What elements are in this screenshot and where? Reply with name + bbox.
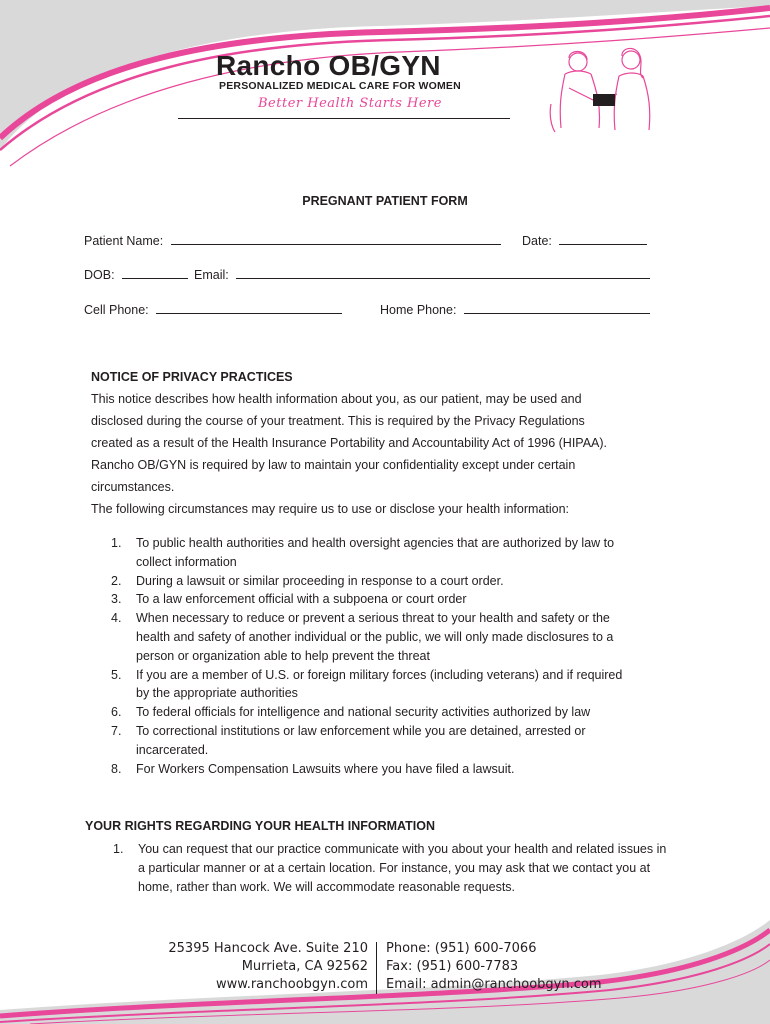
privacy-list	[111, 534, 711, 778]
cell-phone-label: Cell Phone:	[84, 303, 149, 317]
logo-divider	[178, 118, 510, 119]
cell-phone-field[interactable]	[156, 301, 342, 314]
paragraph-line: This notice describes how health information about you, as our patient, may be used and	[91, 392, 582, 406]
rights-list	[113, 840, 733, 896]
email-field[interactable]	[236, 266, 650, 279]
date-label: Date:	[522, 234, 552, 248]
paragraph-line: The following circumstances may require us to use or disclose your health information:	[91, 502, 569, 516]
patient-name-label: Patient Name:	[84, 234, 164, 248]
email-link[interactable]: Email: admin@ranchoobgyn.com	[386, 977, 602, 992]
privacy-heading: NOTICE OF PRIVACY PRACTICES	[91, 370, 293, 384]
paragraph-line: Rancho OB/GYN is required by law to maintain your confidentiality except under certain	[91, 458, 576, 472]
patient-name-row	[84, 232, 501, 248]
home-phone-label: Home Phone:	[380, 303, 457, 317]
clinic-name: Rancho OB/GYN	[216, 50, 441, 81]
rights-heading: YOUR RIGHTS REGARDING YOUR HEALTH INFORMATION	[85, 819, 435, 833]
list-item: 7. To correctional institutions or law enforcement while you are detained, arrested or incarcerated.	[111, 723, 586, 757]
footer-divider	[376, 942, 377, 994]
privacy-paragraph	[91, 388, 691, 520]
dob-label: DOB:	[84, 268, 115, 282]
phone-text: Phone: (951) 600-7066	[386, 941, 537, 956]
paragraph-line: disclosed during the course of your treatment. This is required by the Privacy Regulations	[91, 414, 585, 428]
footer-contact	[386, 940, 686, 994]
list-item: 6. To federal officials for intelligence and national security activities authorized by law	[111, 705, 591, 720]
clinic-subtitle: PERSONALIZED MEDICAL CARE FOR WOMEN	[219, 80, 461, 92]
clinic-tagline: Better Health Starts Here	[258, 96, 442, 111]
list-item: 3. To a law enforcement official with a subpoena or court order	[111, 592, 467, 607]
list-item: 4. When necessary to reduce or prevent a serious threat to your health and safety or the health and safety of another individual or the public, we will only made disclosures to a person or organization able to help prevent the threat	[111, 611, 614, 663]
home-phone-field[interactable]	[464, 301, 650, 314]
doctor-patient-illustration	[543, 44, 663, 134]
dob-row	[84, 266, 188, 282]
website-link[interactable]: www.ranchoobgyn.com	[215, 977, 368, 992]
form-title: PREGNANT PATIENT FORM	[302, 194, 468, 208]
dob-field[interactable]	[122, 266, 188, 279]
home-phone-row	[380, 301, 650, 317]
list-item: 2. During a lawsuit or similar proceeding in response to a court order.	[111, 573, 504, 588]
address-line: 25395 Hancock Ave. Suite 210	[168, 941, 368, 956]
address-line: Murrieta, CA 92562	[241, 959, 368, 974]
list-item: 1. To public health authorities and health oversight agencies that are authorized by law to collect information	[111, 536, 615, 569]
list-item: 5. If you are a member of U.S. or foreign military forces (including veterans) and if required by the appropriate authorities	[111, 667, 623, 701]
footer-address	[120, 940, 368, 994]
cell-phone-row	[84, 301, 342, 317]
paragraph-line: created as a result of the Health Insurance Portability and Accountability Act of 1996 (HIPAA).	[91, 436, 608, 450]
date-row	[522, 232, 647, 248]
date-field[interactable]	[559, 232, 647, 245]
patient-name-field[interactable]	[171, 232, 501, 245]
fax-text: Fax: (951) 600-7783	[386, 959, 519, 974]
paragraph-line: circumstances.	[91, 480, 175, 494]
email-row	[194, 266, 650, 282]
list-item: 8. For Workers Compensation Lawsuits where you have filed a lawsuit.	[111, 761, 515, 776]
email-label: Email:	[194, 268, 229, 282]
list-item: 1. You can request that our practice communicate with you about your health and related issues in a particular manner or at a certain location. For instance, you may ask that we contact you at home, rather than work. We will accommodate reasonable requests.	[113, 842, 667, 894]
